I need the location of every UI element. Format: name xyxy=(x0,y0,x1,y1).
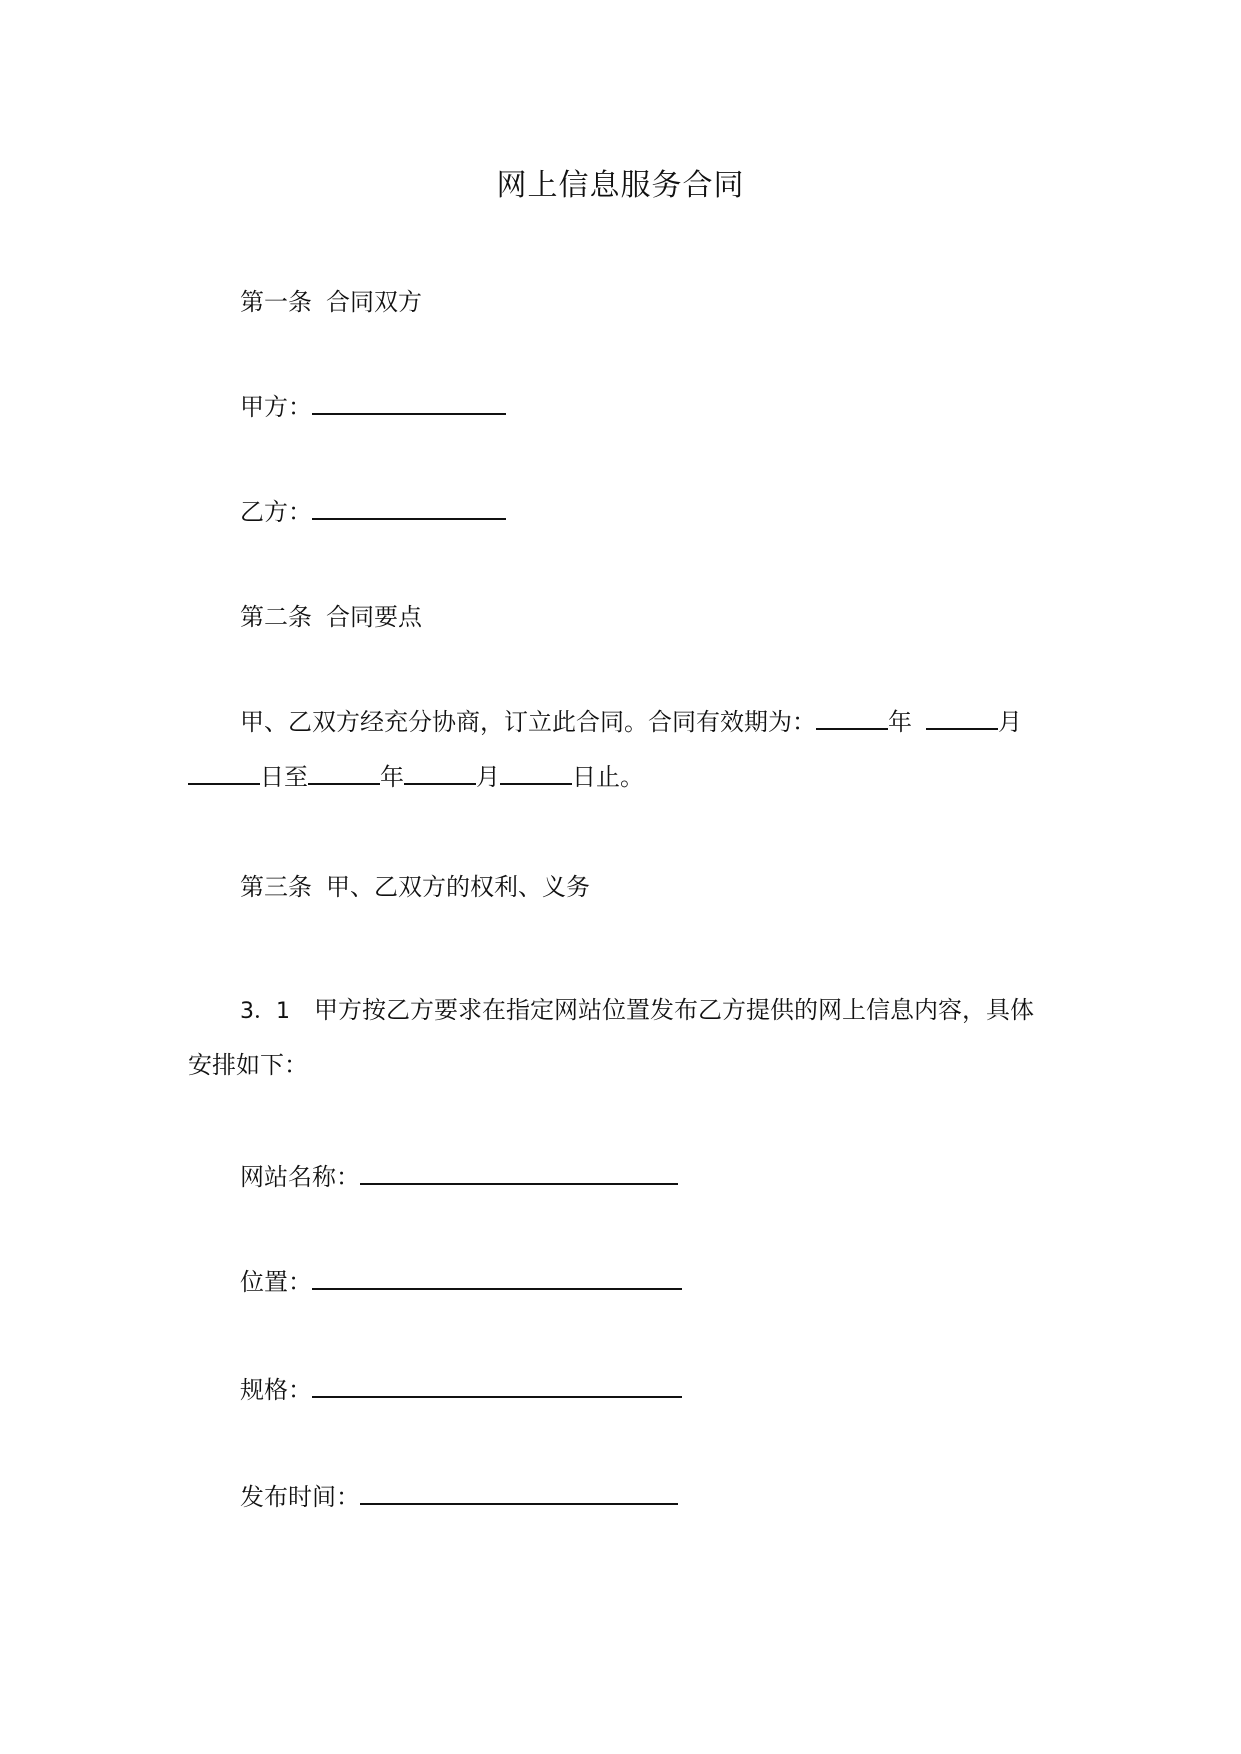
party-a-blank[interactable] xyxy=(312,391,506,415)
publish-time-line xyxy=(240,1480,678,1514)
spec-line xyxy=(240,1373,682,1407)
start-month-blank[interactable] xyxy=(926,706,998,730)
party-a-label: 甲方： xyxy=(240,393,312,421)
article-3-number: 第三条 xyxy=(240,873,312,901)
party-b-label: 乙方： xyxy=(240,498,312,526)
validity-paragraph-line-1 xyxy=(240,705,1022,739)
clause-number: 3．1 xyxy=(240,999,290,1024)
clause-text-2: 安排如下： xyxy=(188,1051,308,1079)
end-month-blank[interactable] xyxy=(404,761,476,785)
position-blank[interactable] xyxy=(312,1266,682,1290)
article-2-title: 合同要点 xyxy=(326,603,422,631)
site-name-blank[interactable] xyxy=(360,1161,678,1185)
clause-3-1-line-1 xyxy=(240,993,1034,1029)
position-label: 位置： xyxy=(240,1268,312,1296)
site-name-label: 网站名称： xyxy=(240,1163,360,1191)
party-b-line xyxy=(240,495,506,529)
site-name-line xyxy=(240,1160,678,1194)
article-1-number: 第一条 xyxy=(240,288,312,316)
validity-text: 甲、乙双方经充分协商，订立此合同。合同有效期为： xyxy=(240,708,816,736)
party-a-line xyxy=(240,390,506,424)
month2-label: 月 xyxy=(476,763,500,791)
end-day-blank[interactable] xyxy=(500,761,572,785)
year-label: 年 xyxy=(888,708,912,736)
day-end-label: 日止。 xyxy=(572,763,644,791)
month-label: 月 xyxy=(998,708,1022,736)
publish-time-blank[interactable] xyxy=(360,1481,678,1505)
article-3-heading xyxy=(240,870,590,904)
validity-paragraph-line-2 xyxy=(188,760,644,794)
spec-blank[interactable] xyxy=(312,1374,682,1398)
document-title: 网上信息服务合同 xyxy=(496,168,745,203)
clause-text-1: 甲方按乙方要求在指定网站位置发布乙方提供的网上信息内容，具体 xyxy=(314,996,1034,1024)
article-1-heading xyxy=(240,285,422,319)
clause-3-1-line-2 xyxy=(188,1048,308,1082)
start-day-blank[interactable] xyxy=(188,761,260,785)
publish-time-label: 发布时间： xyxy=(240,1483,360,1511)
article-3-title: 甲、乙双方的权利、义务 xyxy=(326,873,590,901)
start-year-blank[interactable] xyxy=(816,706,888,730)
end-year-blank[interactable] xyxy=(308,761,380,785)
article-1-title: 合同双方 xyxy=(326,288,422,316)
party-b-blank[interactable] xyxy=(312,496,506,520)
article-2-number: 第二条 xyxy=(240,603,312,631)
article-2-heading xyxy=(240,600,422,634)
year2-label: 年 xyxy=(380,763,404,791)
spec-label: 规格： xyxy=(240,1376,312,1404)
position-line xyxy=(240,1265,682,1299)
day-to-label: 日至 xyxy=(260,763,308,791)
